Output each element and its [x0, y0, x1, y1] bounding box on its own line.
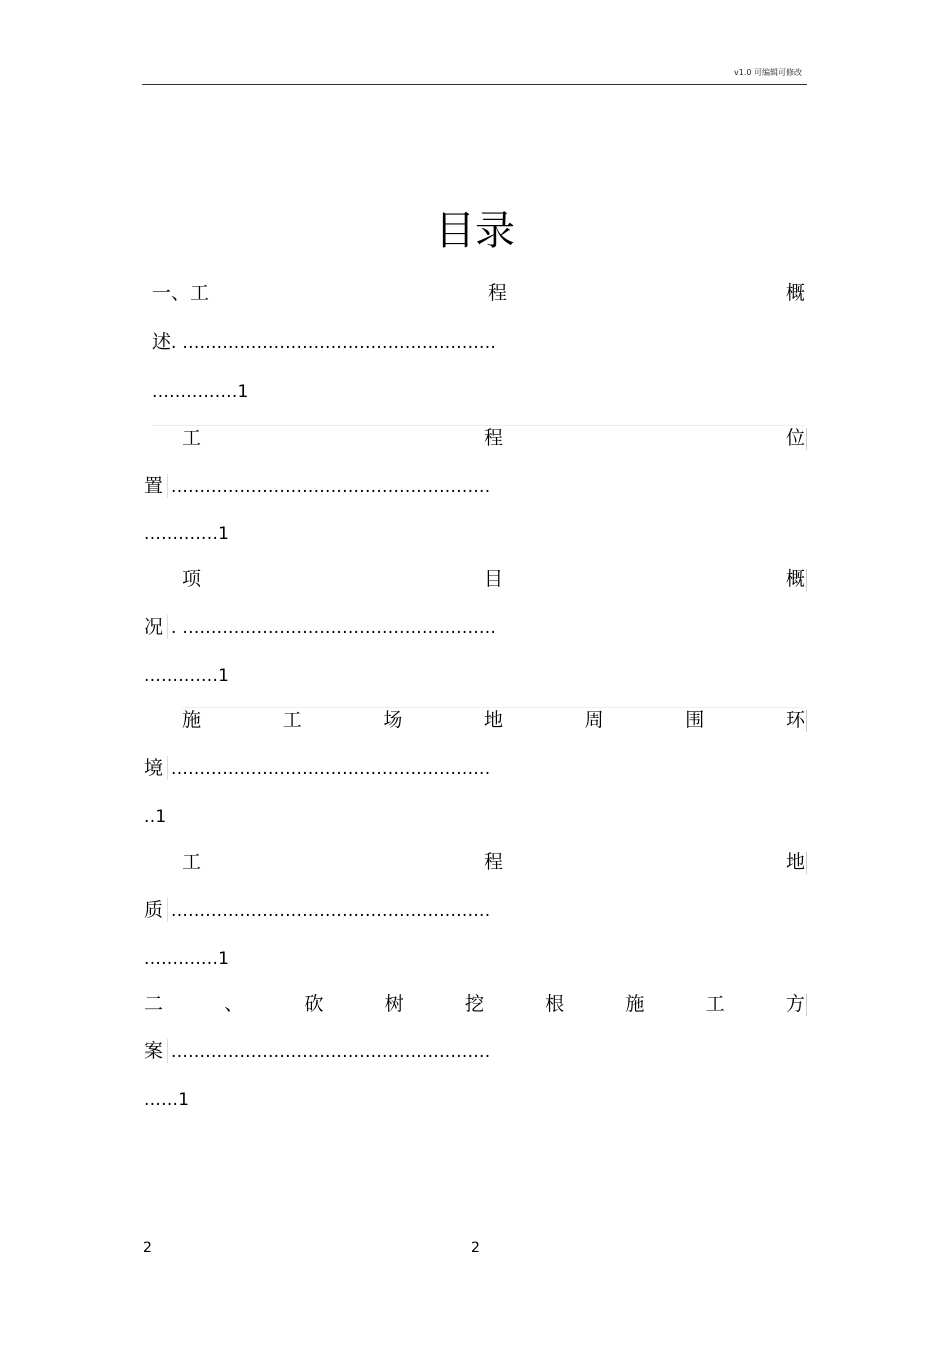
toc-char: 挖: [464, 993, 484, 1015]
toc-char: 施: [625, 993, 645, 1015]
toc-entry-3-leader[interactable]: [144, 615, 496, 640]
toc-entry-5-leader[interactable]: [144, 898, 490, 923]
dot-leader: ........................................................: [171, 901, 491, 921]
dot-leader: ........................................................: [171, 477, 491, 497]
edge-mark: [806, 428, 807, 450]
toc-char: 工: [705, 993, 725, 1015]
toc-char: 工: [282, 709, 302, 731]
toc-char: 、: [224, 993, 244, 1015]
toc-entry-3-heading[interactable]: [182, 567, 805, 591]
toc-char: 述: [152, 331, 172, 353]
toc-char: 树: [384, 993, 404, 1015]
toc-entry-1-heading[interactable]: [152, 281, 805, 305]
toc-char: 概: [785, 282, 805, 304]
toc-char: 质: [144, 898, 168, 922]
toc-entry-6-heading[interactable]: [144, 992, 805, 1016]
toc-entry-2-heading[interactable]: [182, 426, 805, 450]
toc-entry-4-page[interactable]: ..1: [144, 807, 167, 827]
dot-leader: ........................................................: [171, 759, 491, 779]
dot-leader: ........................................................: [171, 1042, 491, 1062]
toc-char: 周: [584, 709, 604, 731]
toc-char: 方: [785, 993, 805, 1015]
edge-mark: [806, 569, 807, 591]
toc-char: 境: [144, 756, 168, 780]
toc-char: 程: [487, 282, 507, 304]
toc-char: 砍: [304, 993, 324, 1015]
toc-char: 工: [182, 851, 202, 873]
toc-char: 工: [182, 427, 202, 449]
toc-entry-4-heading[interactable]: [182, 708, 805, 732]
toc-entry-3-page[interactable]: .............1: [144, 666, 230, 686]
footer-left-number: 2: [143, 1240, 152, 1256]
edge-mark: [806, 852, 807, 874]
page-title: 目录: [435, 208, 515, 254]
dot-leader: . .......................................................: [171, 618, 497, 638]
toc-char: 地: [785, 851, 805, 873]
toc-char: 概: [785, 568, 805, 590]
toc-entry-5-heading[interactable]: [182, 850, 805, 874]
footer-page-number: 2: [471, 1240, 480, 1256]
toc-char: 目: [483, 568, 503, 590]
toc-entry-1-leader[interactable]: [152, 330, 496, 355]
toc-entry-6-leader[interactable]: [144, 1039, 490, 1064]
toc-char: 一、工: [152, 282, 210, 304]
toc-entry-4-leader[interactable]: [144, 756, 490, 781]
toc-char: 位: [785, 427, 805, 449]
toc-char: 根: [545, 993, 565, 1015]
toc-entry-6-page[interactable]: ......1: [144, 1090, 190, 1110]
toc-char: 环: [785, 709, 805, 731]
toc-entry-5-page[interactable]: .............1: [144, 949, 230, 969]
dot-leader: . .......................................................: [171, 333, 497, 353]
edge-mark: [806, 710, 807, 732]
edge-mark: [806, 994, 807, 1016]
toc-char: 程: [483, 427, 503, 449]
header-rule: [142, 84, 807, 85]
toc-char: 程: [483, 851, 503, 873]
toc-char: 况: [144, 615, 168, 639]
toc-char: 施: [182, 709, 202, 731]
toc-char: 置: [144, 474, 168, 498]
toc-char: 案: [144, 1039, 168, 1063]
toc-entry-2-leader[interactable]: [144, 474, 490, 499]
header-note: v1.0 可编辑可修改: [734, 68, 802, 77]
toc-char: 围: [685, 709, 705, 731]
toc-char: 地: [483, 709, 503, 731]
toc-char: 二: [144, 993, 164, 1015]
toc-char: 场: [383, 709, 403, 731]
toc-entry-2-page[interactable]: .............1: [144, 524, 230, 544]
toc-char: 项: [182, 568, 202, 590]
toc-entry-1-page[interactable]: ...............1: [152, 382, 249, 402]
